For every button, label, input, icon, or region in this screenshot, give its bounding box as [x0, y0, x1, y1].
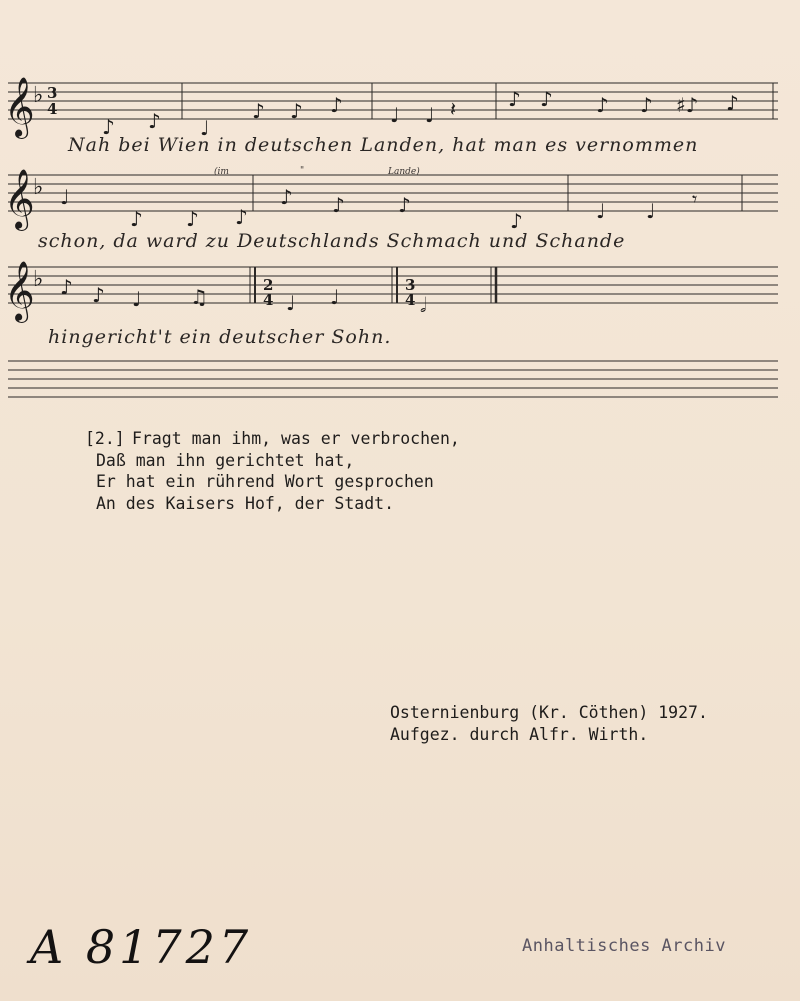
svg-text:♪: ♪ — [640, 93, 653, 117]
svg-text:♩: ♩ — [425, 103, 435, 127]
svg-text:4: 4 — [47, 100, 58, 118]
verse-line: Er hat ein rührend Wort gesprochen — [96, 472, 434, 491]
svg-text:♩: ♩ — [330, 285, 340, 309]
svg-text:♩: ♩ — [132, 287, 142, 311]
svg-text:♪: ♪ — [726, 91, 739, 115]
verse-text — [96, 428, 460, 514]
svg-text:♪: ♪ — [148, 109, 161, 133]
verse-line: Fragt man ihm, was er verbrochen, — [132, 429, 460, 448]
source-note — [390, 702, 708, 746]
source-line-1: Osternienburg (Kr. Cöthen) 1927. — [390, 703, 708, 722]
lyrics-line-2: schon, da ward zu Deutschlands Schmach und Schande — [38, 230, 626, 252]
flat-icon: ♭ — [33, 175, 44, 200]
treble-clef-icon: 𝄞 — [4, 169, 35, 229]
lyrics-line-1: Nah bei Wien in deutschen Landen, hat man es vernommen — [68, 134, 699, 156]
svg-text:♪: ♪ — [235, 205, 248, 229]
svg-text:♩: ♩ — [200, 116, 210, 140]
treble-clef-icon: 𝄞 — [4, 261, 35, 321]
verse-line: Daß man ihn gerichtet hat, — [96, 450, 355, 470]
svg-text:♩: ♩ — [390, 103, 400, 127]
lyrics-note-c: Lande) — [388, 167, 420, 177]
svg-text:♪: ♪ — [92, 283, 105, 307]
lyrics-line-3: hingericht't ein deutscher Sohn. — [48, 326, 392, 348]
svg-text:♪: ♪ — [508, 87, 521, 111]
svg-text:4: 4 — [405, 291, 416, 309]
svg-text:♪: ♪ — [252, 99, 265, 123]
verse-line: An des Kaisers Hof, der Stadt. — [96, 493, 395, 513]
flat-icon: ♭ — [33, 267, 44, 292]
svg-text:2: 2 — [263, 276, 274, 294]
staff-4-empty — [8, 361, 778, 397]
verse-number: [2.] — [85, 429, 125, 448]
svg-text:♪: ♪ — [130, 207, 143, 231]
source-line-2: Aufgez. durch Alfr. Wirth. — [390, 725, 649, 744]
svg-text:𝄾: 𝄾 — [692, 187, 698, 211]
svg-text:3: 3 — [47, 84, 58, 102]
staff-3 — [8, 267, 778, 303]
svg-text:♩: ♩ — [286, 291, 296, 315]
svg-text:♪: ♪ — [280, 185, 293, 209]
svg-text:𝅗𝅥: 𝅗𝅥 — [420, 293, 427, 317]
lyrics-note-b: " — [300, 166, 305, 176]
svg-text:𝄽: 𝄽 — [450, 97, 457, 121]
svg-text:♫: ♫ — [190, 285, 208, 309]
svg-text:4: 4 — [263, 291, 274, 309]
svg-text:♪: ♪ — [290, 99, 303, 123]
svg-text:♪: ♪ — [332, 193, 345, 217]
archive-signature: A 81727 — [30, 920, 253, 974]
flat-icon: ♭ — [33, 83, 44, 108]
svg-text:♪: ♪ — [510, 209, 523, 233]
svg-text:♩: ♩ — [596, 199, 606, 223]
svg-text:♪: ♪ — [60, 275, 73, 299]
svg-text:♪: ♪ — [398, 193, 411, 217]
svg-text:♩: ♩ — [646, 199, 656, 223]
staff-2 — [8, 175, 778, 211]
svg-text:♯♪: ♯♪ — [676, 93, 699, 117]
svg-text:3: 3 — [405, 276, 416, 294]
lyrics-note-a: (im — [214, 167, 229, 177]
svg-text:♩: ♩ — [60, 185, 70, 209]
svg-text:♪: ♪ — [186, 207, 199, 231]
archive-stamp: Anhaltisches Archiv — [522, 936, 726, 956]
svg-text:♪: ♪ — [102, 115, 115, 139]
svg-text:♪: ♪ — [596, 93, 609, 117]
svg-text:♪: ♪ — [540, 87, 553, 111]
svg-text:♪: ♪ — [330, 93, 343, 117]
treble-clef-icon: 𝄞 — [4, 77, 35, 137]
music-score — [0, 0, 800, 420]
